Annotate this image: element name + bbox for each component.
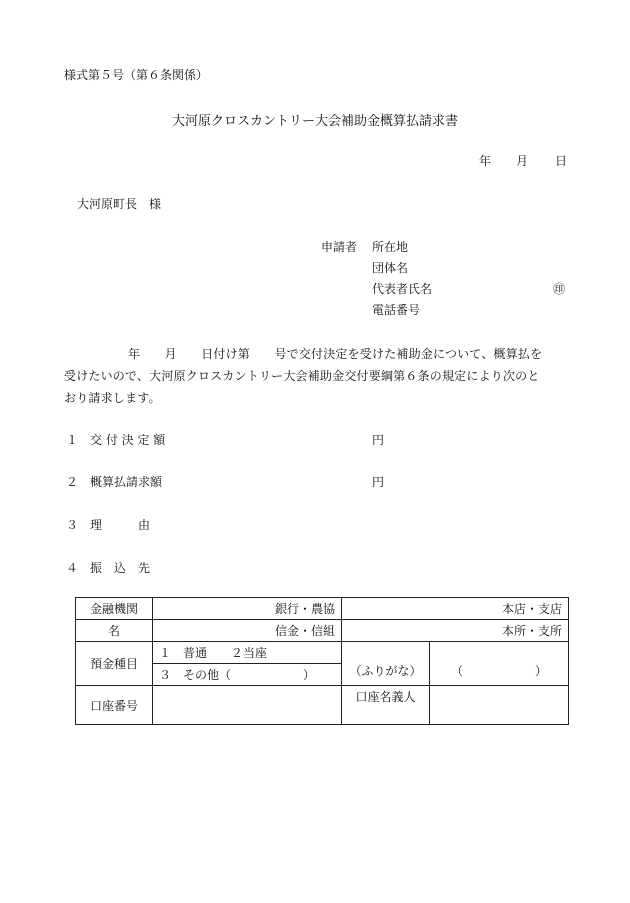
account-number-value[interactable] [153, 686, 342, 725]
furigana-label: （ふりがな） [342, 642, 430, 686]
date-day: 日 [555, 154, 568, 168]
item-1-label: 交 付 決 定 額 [90, 433, 166, 447]
item-2-number: ２ [66, 475, 79, 489]
item-1-unit: 円 [372, 433, 385, 447]
date-month: 月 [516, 154, 529, 168]
applicant-label: 申請者 [321, 240, 358, 254]
applicant-address-label: 所在地 [372, 240, 409, 254]
paragraph-line-2: 受けたいので、大河原クロスカントリー大会補助金交付要綱第６条の規定により次のと [64, 369, 540, 383]
item-4-label: 振 込 先 [90, 561, 151, 575]
account-holder-label: 口座名義人 [342, 686, 430, 725]
item-3-label: 理 由 [90, 518, 151, 532]
branch-type-1: 本店・支店 [342, 598, 569, 620]
branch-type-2: 本所・支所 [342, 620, 569, 642]
paragraph-line-3: おり請求します。 [64, 391, 161, 405]
item-2-unit: 円 [372, 475, 385, 489]
applicant-org-label: 団体名 [372, 261, 409, 275]
account-number-label: 口座番号 [76, 686, 153, 725]
form-number: 様式第５号（第６条関係） [64, 68, 209, 82]
seal-mark: ㊞ [553, 282, 566, 296]
request-paragraph [64, 343, 568, 409]
institution-label: 金融機関 [76, 598, 153, 620]
furigana-paren: （ ） [430, 642, 569, 686]
item-4-number: ４ [66, 561, 79, 575]
deposit-type-label: 預金種目 [76, 642, 153, 686]
paragraph-line-1: 年 月 日付け第 号で交付決定を受けた補助金について、概算払を [128, 347, 543, 361]
deposit-option-2: ３ その他（ ） [153, 664, 342, 686]
date-year: 年 [479, 154, 492, 168]
deposit-option-1: １ 普通 ２当座 [153, 642, 342, 664]
institution-label-2: 名 [76, 620, 153, 642]
applicant-rep-label: 代表者氏名 [372, 282, 433, 296]
applicant-phone-label: 電話番号 [372, 303, 421, 317]
account-holder-value[interactable] [430, 686, 569, 725]
bank-type-2: 信金・信組 [153, 620, 342, 642]
item-1-number: １ [66, 433, 79, 447]
item-2-label: 概算払請求額 [90, 475, 163, 489]
addressee: 大河原町長 様 [77, 197, 162, 211]
bank-type-1: 銀行・農協 [153, 598, 342, 620]
page-title: 大河原クロスカントリー大会補助金概算払請求書 [171, 114, 458, 129]
item-3-number: ３ [66, 518, 79, 532]
bank-transfer-table [75, 597, 569, 725]
